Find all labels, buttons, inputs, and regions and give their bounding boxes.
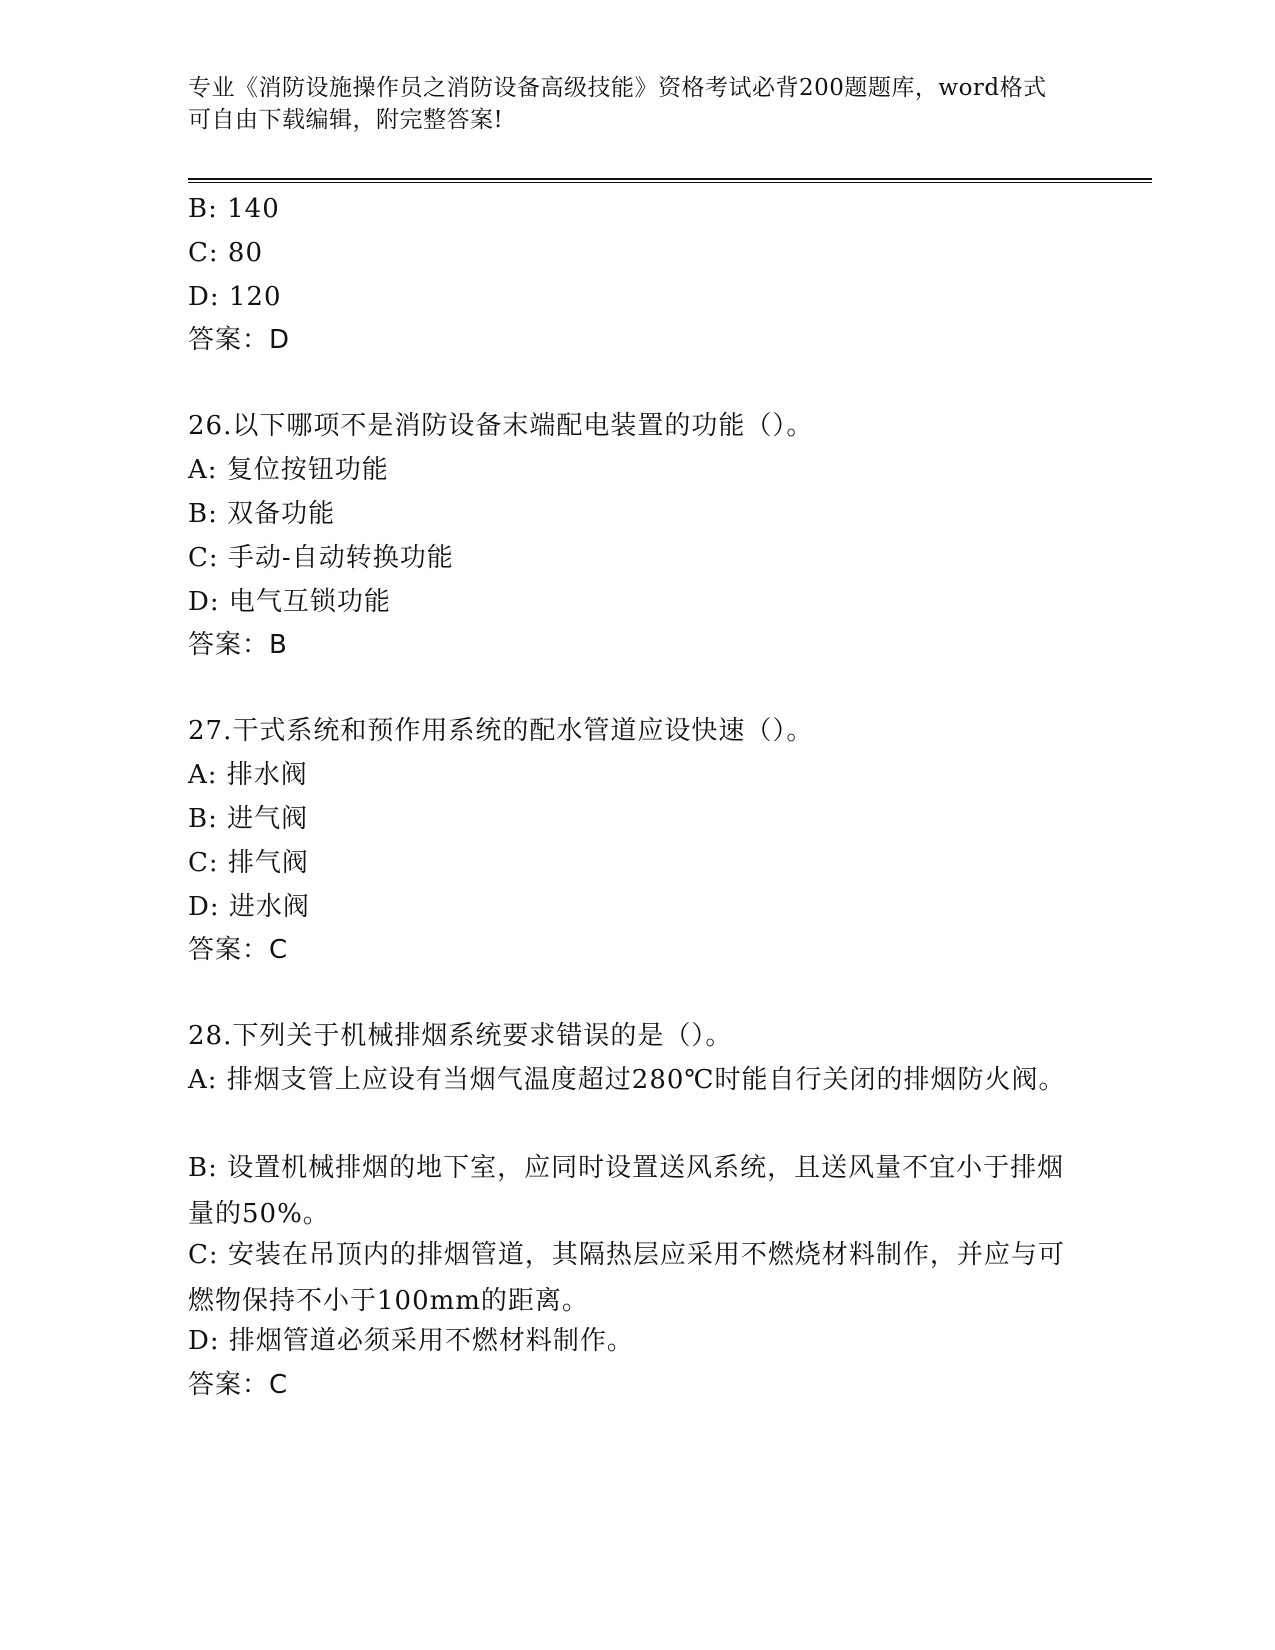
option-b: B: 双备功能 (188, 499, 336, 529)
header-rule (188, 178, 1152, 183)
option-d: D: 排烟管道必须采用不燃材料制作。 (188, 1326, 634, 1356)
option-c: C: 安装在吊顶内的排烟管道，其隔热层应采用不燃烧材料制作，并应与可燃物保持不小于100mm的距离。 (188, 1240, 1065, 1316)
page-header: 专业《消防设施操作员之消防设备高级技能》资格考试必背200题题库，word格式可自由下载编辑，附完整答案! (188, 75, 1047, 133)
option-a: A: 排烟支管上应设有当烟气温度超过280℃时能自行关闭的排烟防火阀。 (188, 1065, 1066, 1095)
option-c: C: 80 (188, 238, 264, 268)
answer-line: 答案：C (188, 1370, 289, 1400)
option-b: B: 设置机械排烟的地下室，应同时设置送风系统，且送风量不宜小于排烟量的50%。 (188, 1153, 1065, 1229)
answer-line: 答案：B (188, 630, 288, 660)
option-c: C: 排气阀 (188, 848, 309, 878)
option-c: C: 手动-自动转换功能 (188, 543, 454, 573)
option-a: A: 排水阀 (188, 760, 308, 790)
question-stem: 27.干式系统和预作用系统的配水管道应设快速（）。 (188, 716, 814, 746)
option-d: D: 进水阀 (188, 892, 310, 922)
question-stem: 28.下列关于机械排烟系统要求错误的是（）。 (188, 1021, 733, 1051)
option-d: D: 120 (188, 282, 282, 312)
option-a: A: 复位按钮功能 (188, 455, 389, 485)
answer-line: 答案：D (188, 325, 291, 355)
option-b: B: 140 (188, 194, 280, 224)
question-stem: 26.以下哪项不是消防设备末端配电装置的功能（）。 (188, 411, 814, 441)
option-d: D: 电气互锁功能 (188, 587, 391, 617)
option-b: B: 进气阀 (188, 804, 309, 834)
answer-line: 答案：C (188, 935, 289, 965)
